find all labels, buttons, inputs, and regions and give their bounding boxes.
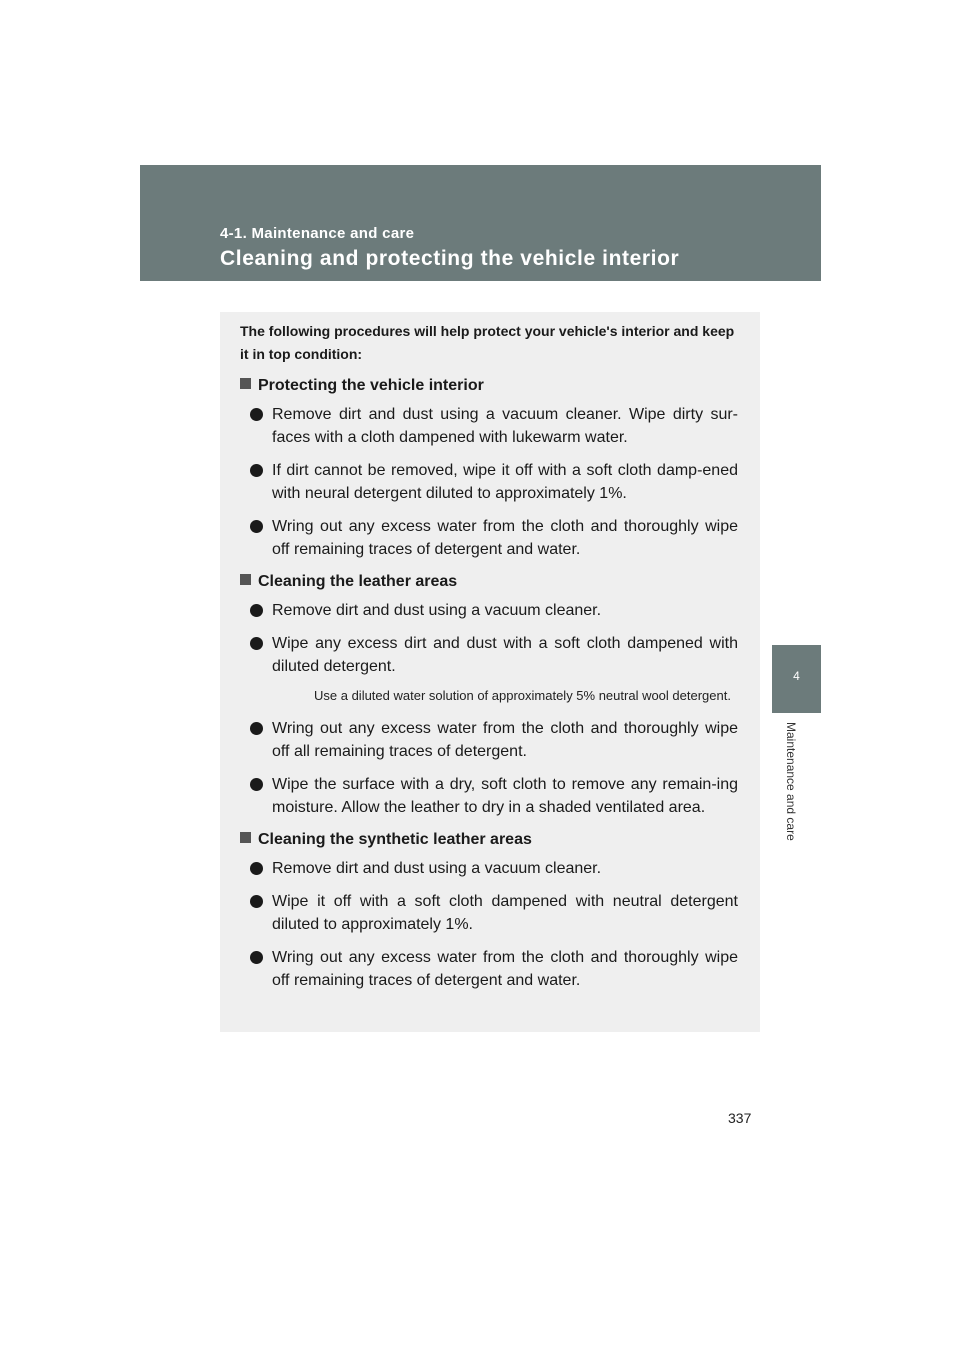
list-item: Wipe it off with a soft cloth dampened with neutral detergent diluted to approximately 1%. <box>250 890 738 936</box>
bullet-dot-icon <box>250 862 263 875</box>
bullet-dot-icon <box>250 951 263 964</box>
bullet-dot-icon <box>250 520 263 533</box>
page-number: 337 <box>728 1110 752 1126</box>
list-item: Wring out any excess water from the cloth and thoroughly wipe off all remaining traces of detergent. <box>250 717 738 763</box>
page-header <box>140 165 821 281</box>
section-protecting <box>240 375 738 561</box>
content-box <box>220 312 760 1032</box>
bullet-dot-icon <box>250 637 263 650</box>
list-item: Remove dirt and dust using a vacuum cleaner. <box>250 599 738 622</box>
section-heading: Cleaning the leather areas <box>240 571 738 593</box>
section-leather <box>240 571 738 819</box>
bullet-dot-icon <box>250 895 263 908</box>
bullet-dot-icon <box>250 604 263 617</box>
intro-text: The following procedures will help protect your vehicle's interior and keep it in top condition: <box>240 323 735 362</box>
bullet-dot-icon <box>250 464 263 477</box>
chapter-label: Maintenance and care <box>784 722 798 841</box>
note-text: Use a diluted water solution of approximately 5% neutral wool detergent. <box>314 688 731 703</box>
section-label: 4-1. Maintenance and care <box>220 225 415 242</box>
list-item: Wring out any excess water from the cloth and thoroughly wipe off remaining traces of detergent and water. <box>250 515 738 561</box>
square-bullet-icon <box>240 574 251 585</box>
bullet-dot-icon <box>250 408 263 421</box>
chapter-number: 4 <box>793 669 800 683</box>
list-item: Wipe the surface with a dry, soft cloth to remove any remain-ing moisture. Allow the leather to dry in a shaded ventilated area. <box>250 773 738 819</box>
list-item: Wring out any excess water from the cloth and thoroughly wipe off remaining traces of detergent and water. <box>250 946 738 992</box>
square-bullet-icon <box>240 832 251 843</box>
section-heading: Protecting the vehicle interior <box>240 375 738 397</box>
bullet-dot-icon <box>250 722 263 735</box>
list-item: Remove dirt and dust using a vacuum cleaner. <box>250 857 738 880</box>
square-bullet-icon <box>240 378 251 389</box>
list-item: If dirt cannot be removed, wipe it off with a soft cloth damp-ened with neural detergent diluted to approximately 1%. <box>250 459 738 505</box>
bullet-dot-icon <box>250 778 263 791</box>
list-item: Remove dirt and dust using a vacuum cleaner. Wipe dirty sur-faces with a cloth dampened with lukewarm water. <box>250 403 738 449</box>
list-item: Wipe any excess dirt and dust with a soft cloth dampened with diluted detergent. <box>250 632 738 678</box>
page-title: Cleaning and protecting the vehicle interior <box>220 247 680 270</box>
chapter-tab <box>772 645 821 713</box>
section-synthetic-leather <box>240 829 738 992</box>
section-heading: Cleaning the synthetic leather areas <box>240 829 738 851</box>
